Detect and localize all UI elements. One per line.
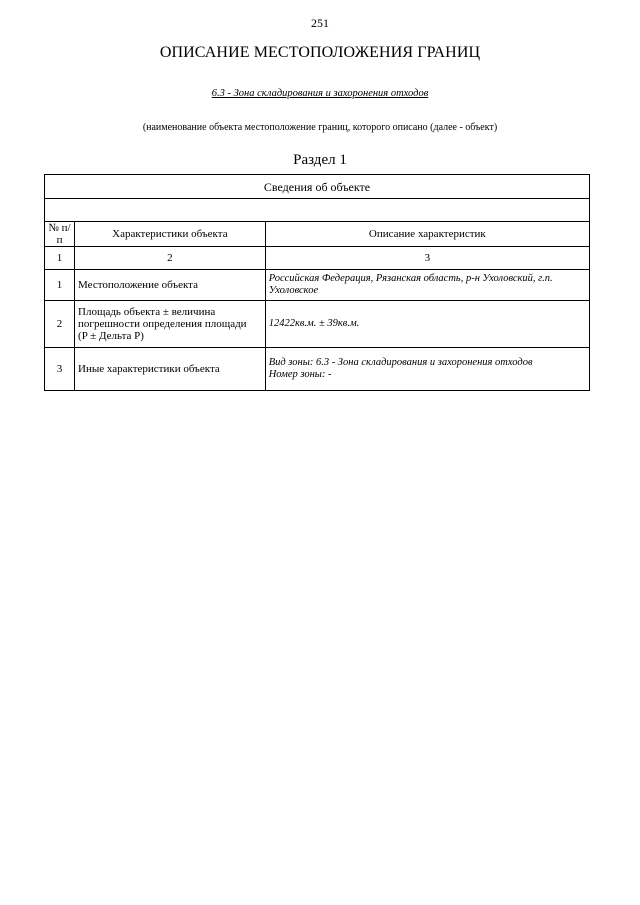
column-number-1: 1 (45, 247, 75, 270)
row-description-line: Вид зоны: 6.3 - Зона складирования и захоронения отходов (268, 357, 533, 368)
row-description: Российская Федерация, Рязанская область, р-н Ухоловский, г.п. Ухоловское (265, 270, 589, 301)
table-row (45, 301, 590, 348)
column-number-3: 3 (265, 247, 589, 270)
row-characteristic-line: Площадь объекта ± величина (78, 306, 216, 318)
row-number: 1 (45, 270, 75, 301)
row-characteristic: Иные характеристики объекта (75, 348, 266, 391)
column-number-2: 2 (75, 247, 266, 270)
row-number: 3 (45, 348, 75, 391)
document-title: ОПИСАНИЕ МЕСТОПОЛОЖЕНИЯ ГРАНИЦ (159, 44, 481, 61)
page-number: 251 (311, 16, 329, 30)
table-empty-row (45, 199, 590, 222)
row-characteristic-line: (P ± Дельта P) (78, 330, 144, 342)
row-description: 12422кв.м. ± 39кв.м. (265, 301, 589, 348)
row-description (265, 348, 589, 391)
table-row (45, 270, 590, 301)
column-header-num: № п/п (45, 222, 75, 247)
table-row (45, 348, 590, 391)
table-header: Сведения об объекте (45, 175, 590, 199)
row-number: 2 (45, 301, 75, 348)
row-description-line: Номер зоны: - (268, 369, 332, 380)
table-empty-cell (45, 199, 590, 222)
table-header-row (45, 175, 590, 199)
object-name (0, 88, 640, 99)
column-headers-row (45, 222, 590, 247)
object-caption: (наименование объекта местоположение границ, которого описано (далее - объект) (142, 122, 498, 133)
section-title: Раздел 1 (293, 152, 347, 168)
column-header-characteristic: Характеристики объекта (75, 222, 266, 247)
row-characteristic (75, 301, 266, 348)
row-characteristic-line: погрешности определения площади (78, 318, 247, 330)
row-characteristic: Местоположение объекта (75, 270, 266, 301)
column-header-description: Описание характеристик (265, 222, 589, 247)
object-name-text: 6.3 - Зона складирования и захоронения отходов (211, 88, 429, 99)
column-numbers-row (45, 247, 590, 270)
object-info-table (44, 174, 590, 391)
